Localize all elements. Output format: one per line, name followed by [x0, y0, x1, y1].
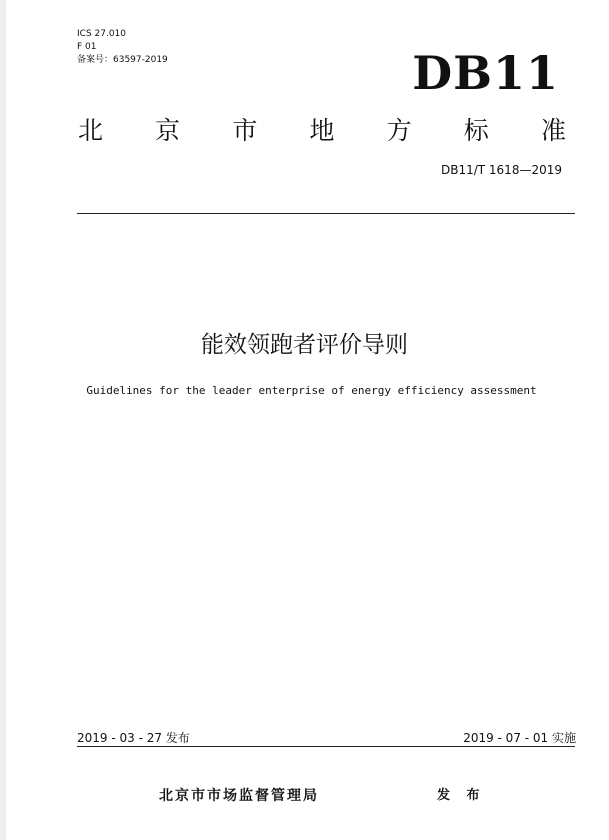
header-divider	[77, 213, 575, 214]
db11-logo: DB11	[412, 46, 559, 100]
standard-type-char: 标	[463, 116, 489, 145]
issuing-authority: 北京市市场监督管理局	[159, 788, 319, 804]
issue-date: 2019 - 03 - 27 发布	[77, 731, 190, 745]
standard-type-heading	[78, 116, 566, 146]
standard-type-char: 京	[155, 116, 181, 145]
ccs-code: F 01	[77, 42, 97, 52]
footer-divider	[77, 746, 575, 747]
document-title: 能效领跑者评价导则	[201, 332, 408, 358]
ics-code: ICS 27.010	[77, 29, 127, 39]
page-edge	[0, 0, 6, 840]
standard-code: DB11/T 1618—2019	[440, 163, 562, 177]
standard-type-char: 市	[232, 116, 258, 145]
document-title-english: Guidelines for the leader enterprise of energy efficiency assessment	[86, 384, 537, 397]
standard-type-char: 准	[540, 116, 566, 145]
standard-type-char: 方	[386, 116, 412, 145]
record-number: 备案号：63597-2019	[77, 55, 168, 65]
implementation-date: 2019 - 07 - 01 实施	[463, 731, 576, 745]
standard-type-char: 北	[78, 116, 104, 145]
publish-label: 发 布	[437, 788, 486, 803]
standard-type-char: 地	[309, 116, 335, 145]
